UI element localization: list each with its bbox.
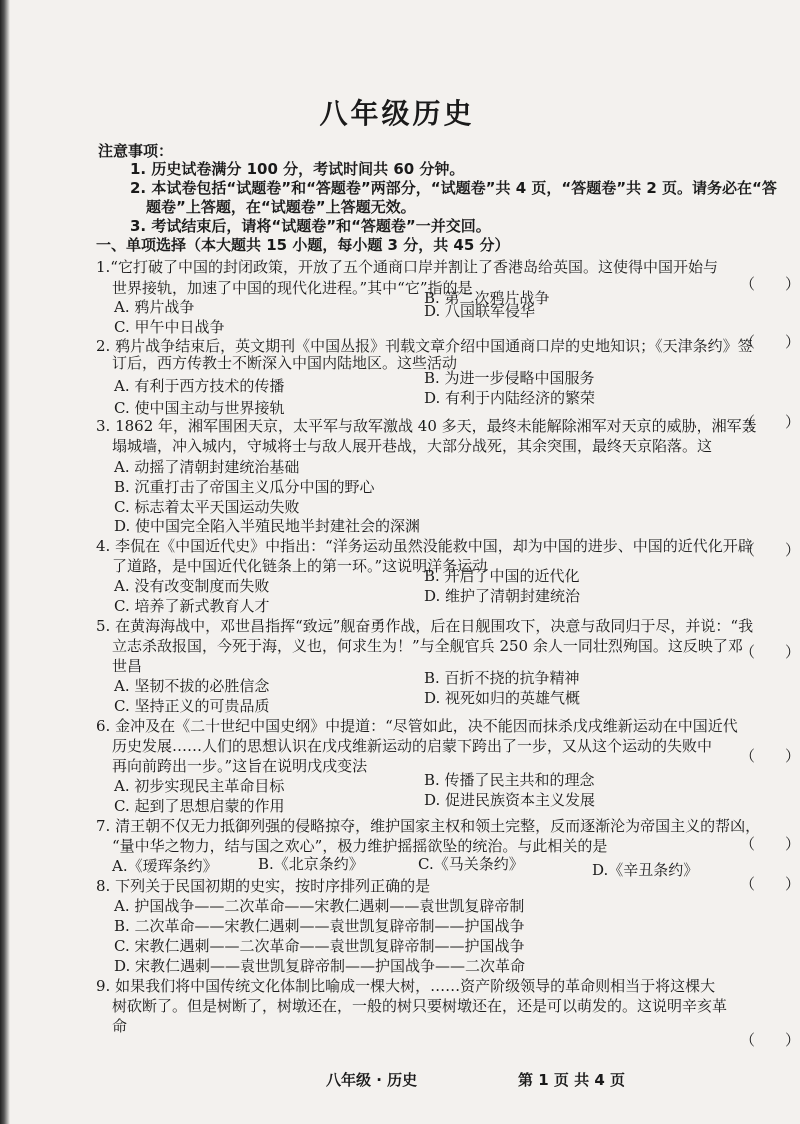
section-heading: 一、单项选择（本大题共 15 小题，每小题 3 分，共 45 分） (96, 236, 510, 254)
option: B. 沉重打击了帝国主义瓜分中国的野心 (114, 478, 375, 496)
option: D. 八国联军侵华 (424, 302, 536, 320)
option: D.《辛丑条约》 (592, 861, 699, 879)
question-stem: 6. 金冲及在《二十世纪中国史纲》中提道：“尽管如此，决不能因而抹杀戊戌维新运动在中国近代 (96, 717, 738, 735)
option: B. 开启了中国的近代化 (424, 567, 580, 585)
answer-paren: （ ） (740, 643, 800, 661)
option: D. 视死如归的英雄气概 (424, 689, 581, 707)
option: C. 使中国主动与世界接轨 (114, 399, 285, 417)
notice-item: 2. 本试卷包括“试题卷”和“答题卷”两部分，“试题卷”共 4 页，“答题卷”共 2 页。请务必在“答 (130, 179, 777, 197)
option: B.《北京条约》 (258, 855, 364, 873)
answer-paren: （ ） (740, 413, 800, 431)
option: A. 动摇了清朝封建统治基础 (114, 458, 300, 476)
question-stem: “量中华之物力，结与国之欢心”，极力维护摇摇欲坠的统治。与此相关的是 (112, 837, 608, 855)
answer-paren: （ ） (740, 1031, 800, 1049)
question-stem: 1.“它打破了中国的封闭政策，开放了五个通商口岸并割让了香港岛给英国。这使得中国开始与 (96, 258, 718, 276)
scan-edge (0, 0, 10, 1124)
option: C. 坚持正义的可贵品质 (114, 697, 270, 715)
option: B. 传播了民主共和的理念 (424, 771, 595, 789)
option: A.《瑷珲条约》 (112, 857, 218, 875)
question-stem: 再向前跨出一步。”这旨在说明戊戌变法 (112, 757, 368, 775)
option: A. 坚韧不拔的必胜信念 (114, 677, 270, 695)
answer-paren: （ ） (740, 333, 800, 351)
option: A. 有利于西方技术的传播 (114, 377, 285, 395)
question-stem: 历史发展……人们的思想认识在戊戌维新运动的启蒙下跨出了一步，又从这个运动的失败中 (112, 737, 713, 755)
question-stem: 了道路，是中国近代化链条上的第一环。”这说明洋务运动 (112, 557, 488, 575)
question-stem: 立志杀敌报国，今死于海，义也，何求生为！”与全舰官兵 250 余人一同壮烈殉国。这反映了邓 (112, 637, 743, 655)
question-stem: 订后，西方传教士不断深入中国内陆地区。这些活动 (112, 354, 458, 372)
option: C. 起到了思想启蒙的作用 (114, 797, 285, 815)
option: B. 第二次鸦片战争 (424, 289, 550, 307)
notice-item: 题卷”上答题，在“试题卷”上答题无效。 (146, 198, 416, 216)
notice-item: 1. 历史试卷满分 100 分，考试时间共 60 分钟。 (130, 160, 465, 178)
question-stem: 2. 鸦片战争结束后，英文期刊《中国丛报》刊载文章介绍中国通商口岸的史地知识；《天津条约》签 (96, 337, 753, 355)
question-stem: 8. 下列关于民国初期的史实，按时序排列正确的是 (96, 877, 431, 895)
option: D. 使中国完全陷入半殖民地半封建社会的深渊 (114, 517, 421, 535)
question-stem: 9. 如果我们将中国传统文化体制比喻成一棵大树，……资产阶级领导的革命则相当于将这棵大 (96, 977, 716, 995)
option: D. 促进民族资本主义发展 (424, 791, 596, 809)
option: B. 二次革命——宋教仁遇刺——袁世凯复辟帝制——护国战争 (114, 917, 525, 935)
footer-page-number: 第 1 页 共 4 页 (518, 1071, 625, 1089)
question-stem: 7. 清王朝不仅无力抵御列强的侵略掠夺，维护国家主权和领土完整，反而逐渐沦为帝国主义的帮凶， (96, 817, 761, 835)
page-title: 八年级历史 (319, 97, 475, 130)
question-stem: 5. 在黄海海战中，邓世昌指挥“致远”舰奋勇作战，后在日舰围攻下，决意与敌同归于尽，并说：“我 (96, 617, 754, 635)
option: C. 培养了新式教育人才 (114, 597, 270, 615)
question-stem: 4. 李侃在《中国近代史》中指出：“洋务运动虽然没能救中国，却为中国的进步、中国的近代化开辟 (96, 537, 753, 555)
question-stem: 命 (112, 1017, 128, 1035)
option: D. 维护了清朝封建统治 (424, 587, 581, 605)
footer-subject: 八年级 · 历史 (326, 1071, 418, 1089)
option: B. 为进一步侵略中国服务 (424, 369, 595, 387)
answer-paren: （ ） (740, 875, 800, 893)
option: A. 初步实现民主革命目标 (114, 777, 285, 795)
option: C.《马关条约》 (418, 855, 524, 873)
option: A. 鸦片战争 (114, 298, 195, 316)
answer-paren: （ ） (740, 747, 800, 765)
question-stem: 世界接轨，加速了中国的现代化进程。”其中“它”指的是 (112, 279, 473, 297)
answer-paren: （ ） (740, 541, 800, 559)
option: C. 宋教仁遇刺——二次革命——袁世凯复辟帝制——护国战争 (114, 937, 525, 955)
option: B. 百折不挠的抗争精神 (424, 669, 580, 687)
notice-heading: 注意事项： (98, 142, 174, 160)
option: D. 有利于内陆经济的繁荣 (424, 389, 596, 407)
notice-item: 3. 考试结束后，请将“试题卷”和“答题卷”一并交回。 (130, 217, 491, 235)
option: C. 标志着太平天国运动失败 (114, 498, 300, 516)
question-stem: 世昌 (112, 657, 143, 675)
option: A. 护国战争——二次革命——宋教仁遇刺——袁世凯复辟帝制 (114, 897, 525, 915)
option: D. 宋教仁遇刺——袁世凯复辟帝制——护国战争——二次革命 (114, 957, 526, 975)
answer-paren: （ ） (740, 835, 800, 853)
question-stem: 树砍断了。但是树断了，树墩还在，一般的树只要树墩还在，还是可以萌发的。这说明辛亥革 (112, 997, 728, 1015)
option: A. 没有改变制度而失败 (114, 577, 270, 595)
option: C. 甲午中日战争 (114, 318, 225, 336)
question-stem: 塌城墙，冲入城内，守城将士与敌人展开巷战，大部分战死，其余突围，最终天京陷落。这 (112, 437, 713, 455)
answer-paren: （ ） (740, 275, 800, 293)
question-stem: 3. 1862 年，湘军围困天京，太平军与敌军激战 40 多天，最终未能解除湘军对天京的威胁，湘军轰 (96, 417, 757, 435)
